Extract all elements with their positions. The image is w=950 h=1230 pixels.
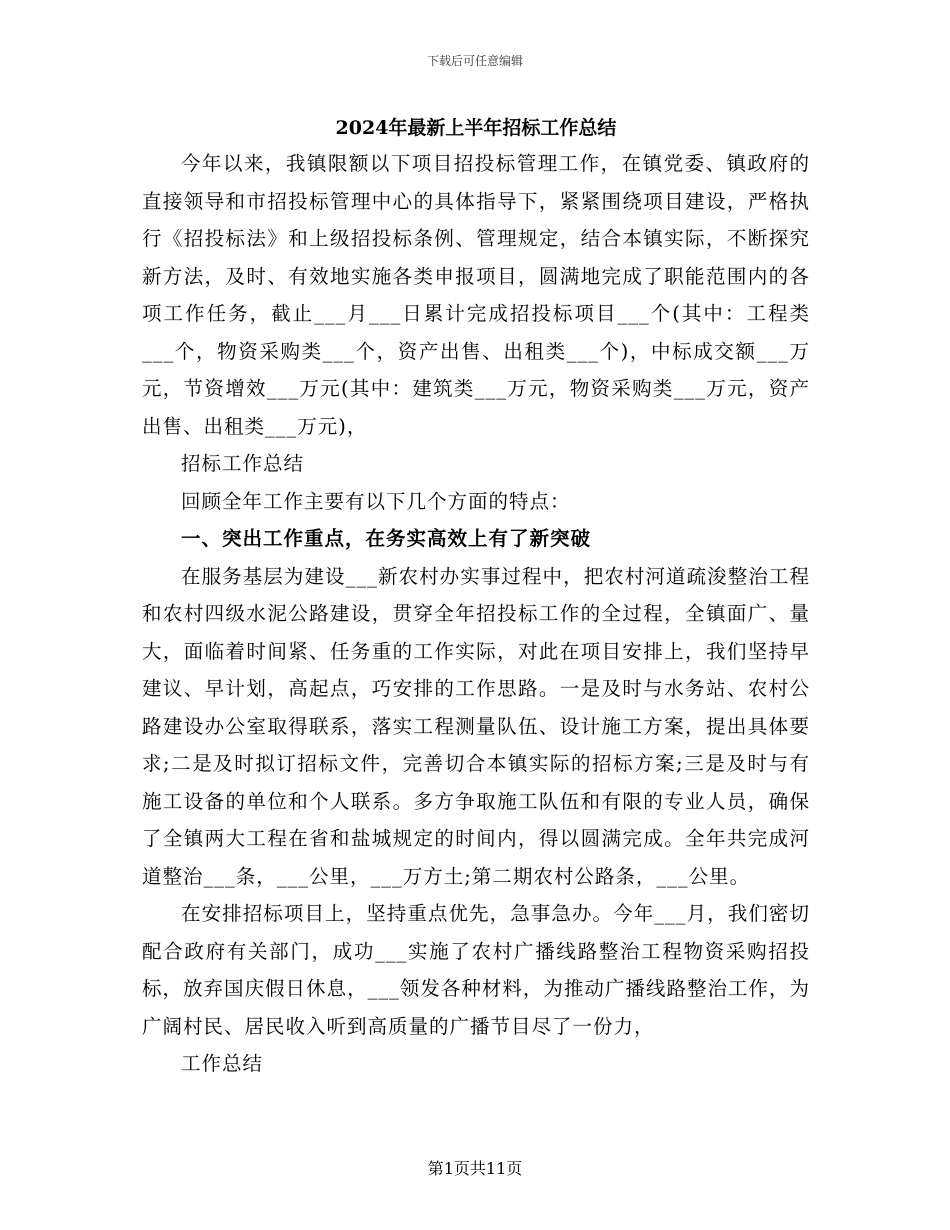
section-heading-1: 一、突出工作重点，在务实高效上有了新突破 [181, 527, 592, 550]
paragraph-intro: 今年以来，我镇限额以下项目招投标管理工作，在镇党委、镇政府的直接领导和市招投标管理中心的具体指导下，紧紧围绕项目建设，严格执行《招投标法》和上级招投标条例、管理规定，结合本镇实际，不断探究新方法，及时、有效地实施各类申报项目，圆满地完成了职能范围内的各项工作任务，截止___月___日累计完成招投标项目___个(其中：工程类___个，物资采购类___个，资产出售、出租类___个)，中标成交额___万元，节资增效___万元(其中：建筑类___万元，物资采购类___万元，资产出售、出租类___万元)， [142, 152, 810, 438]
document-title: 2024年最新上半年招标工作总结 [335, 117, 617, 139]
paragraph-section-2: 在安排招标项目上，坚持重点优先，急事急办。今年___月，我们密切配合政府有关部门，成功___实施了农村广播线路整治工程物资采购招投标，放弃国庆假日休息，___领发各种材料，为推动广播线路整治工作，为广阔村民、居民收入听到高质量的广播节目尽了一份力， [142, 902, 810, 1038]
document-body [142, 113, 810, 1083]
paragraph-review: 回顾全年工作主要有以下几个方面的特点： [181, 489, 571, 513]
paragraph-subtitle: 招标工作总结 [181, 452, 305, 475]
page-header: 下载后可任意编辑 [426, 54, 523, 68]
page-footer: 第1页共11页 [427, 1159, 523, 1178]
paragraph-closing: 工作总结 [181, 1052, 264, 1075]
paragraph-section-1: 在服务基层为建设___新农村办实事过程中，把农村河道疏浚整治工程和农村四级水泥公路建设，贯穿全年招投标工作的全过程，全镇面广、量大，面临着时间紧、任务重的工作实际，对此在项目安排上，我们坚持早建议、早计划，高起点，巧安排的工作思路。一是及时与水务站、农村公路建设办公室取得联系，落实工程测量队伍、设计施工方案，提出具体要求;二是及时拟订招标文件，完善切合本镇实际的招标方案;三是及时与有施工设备的单位和个人联系。多方争取施工队伍和有限的专业人员，确保了全镇两大工程在省和盐城规定的时间内，得以圆满完成。全年共完成河道整治___条，___公里，___万方土;第二期农村公路条，___公里。 [142, 564, 810, 888]
